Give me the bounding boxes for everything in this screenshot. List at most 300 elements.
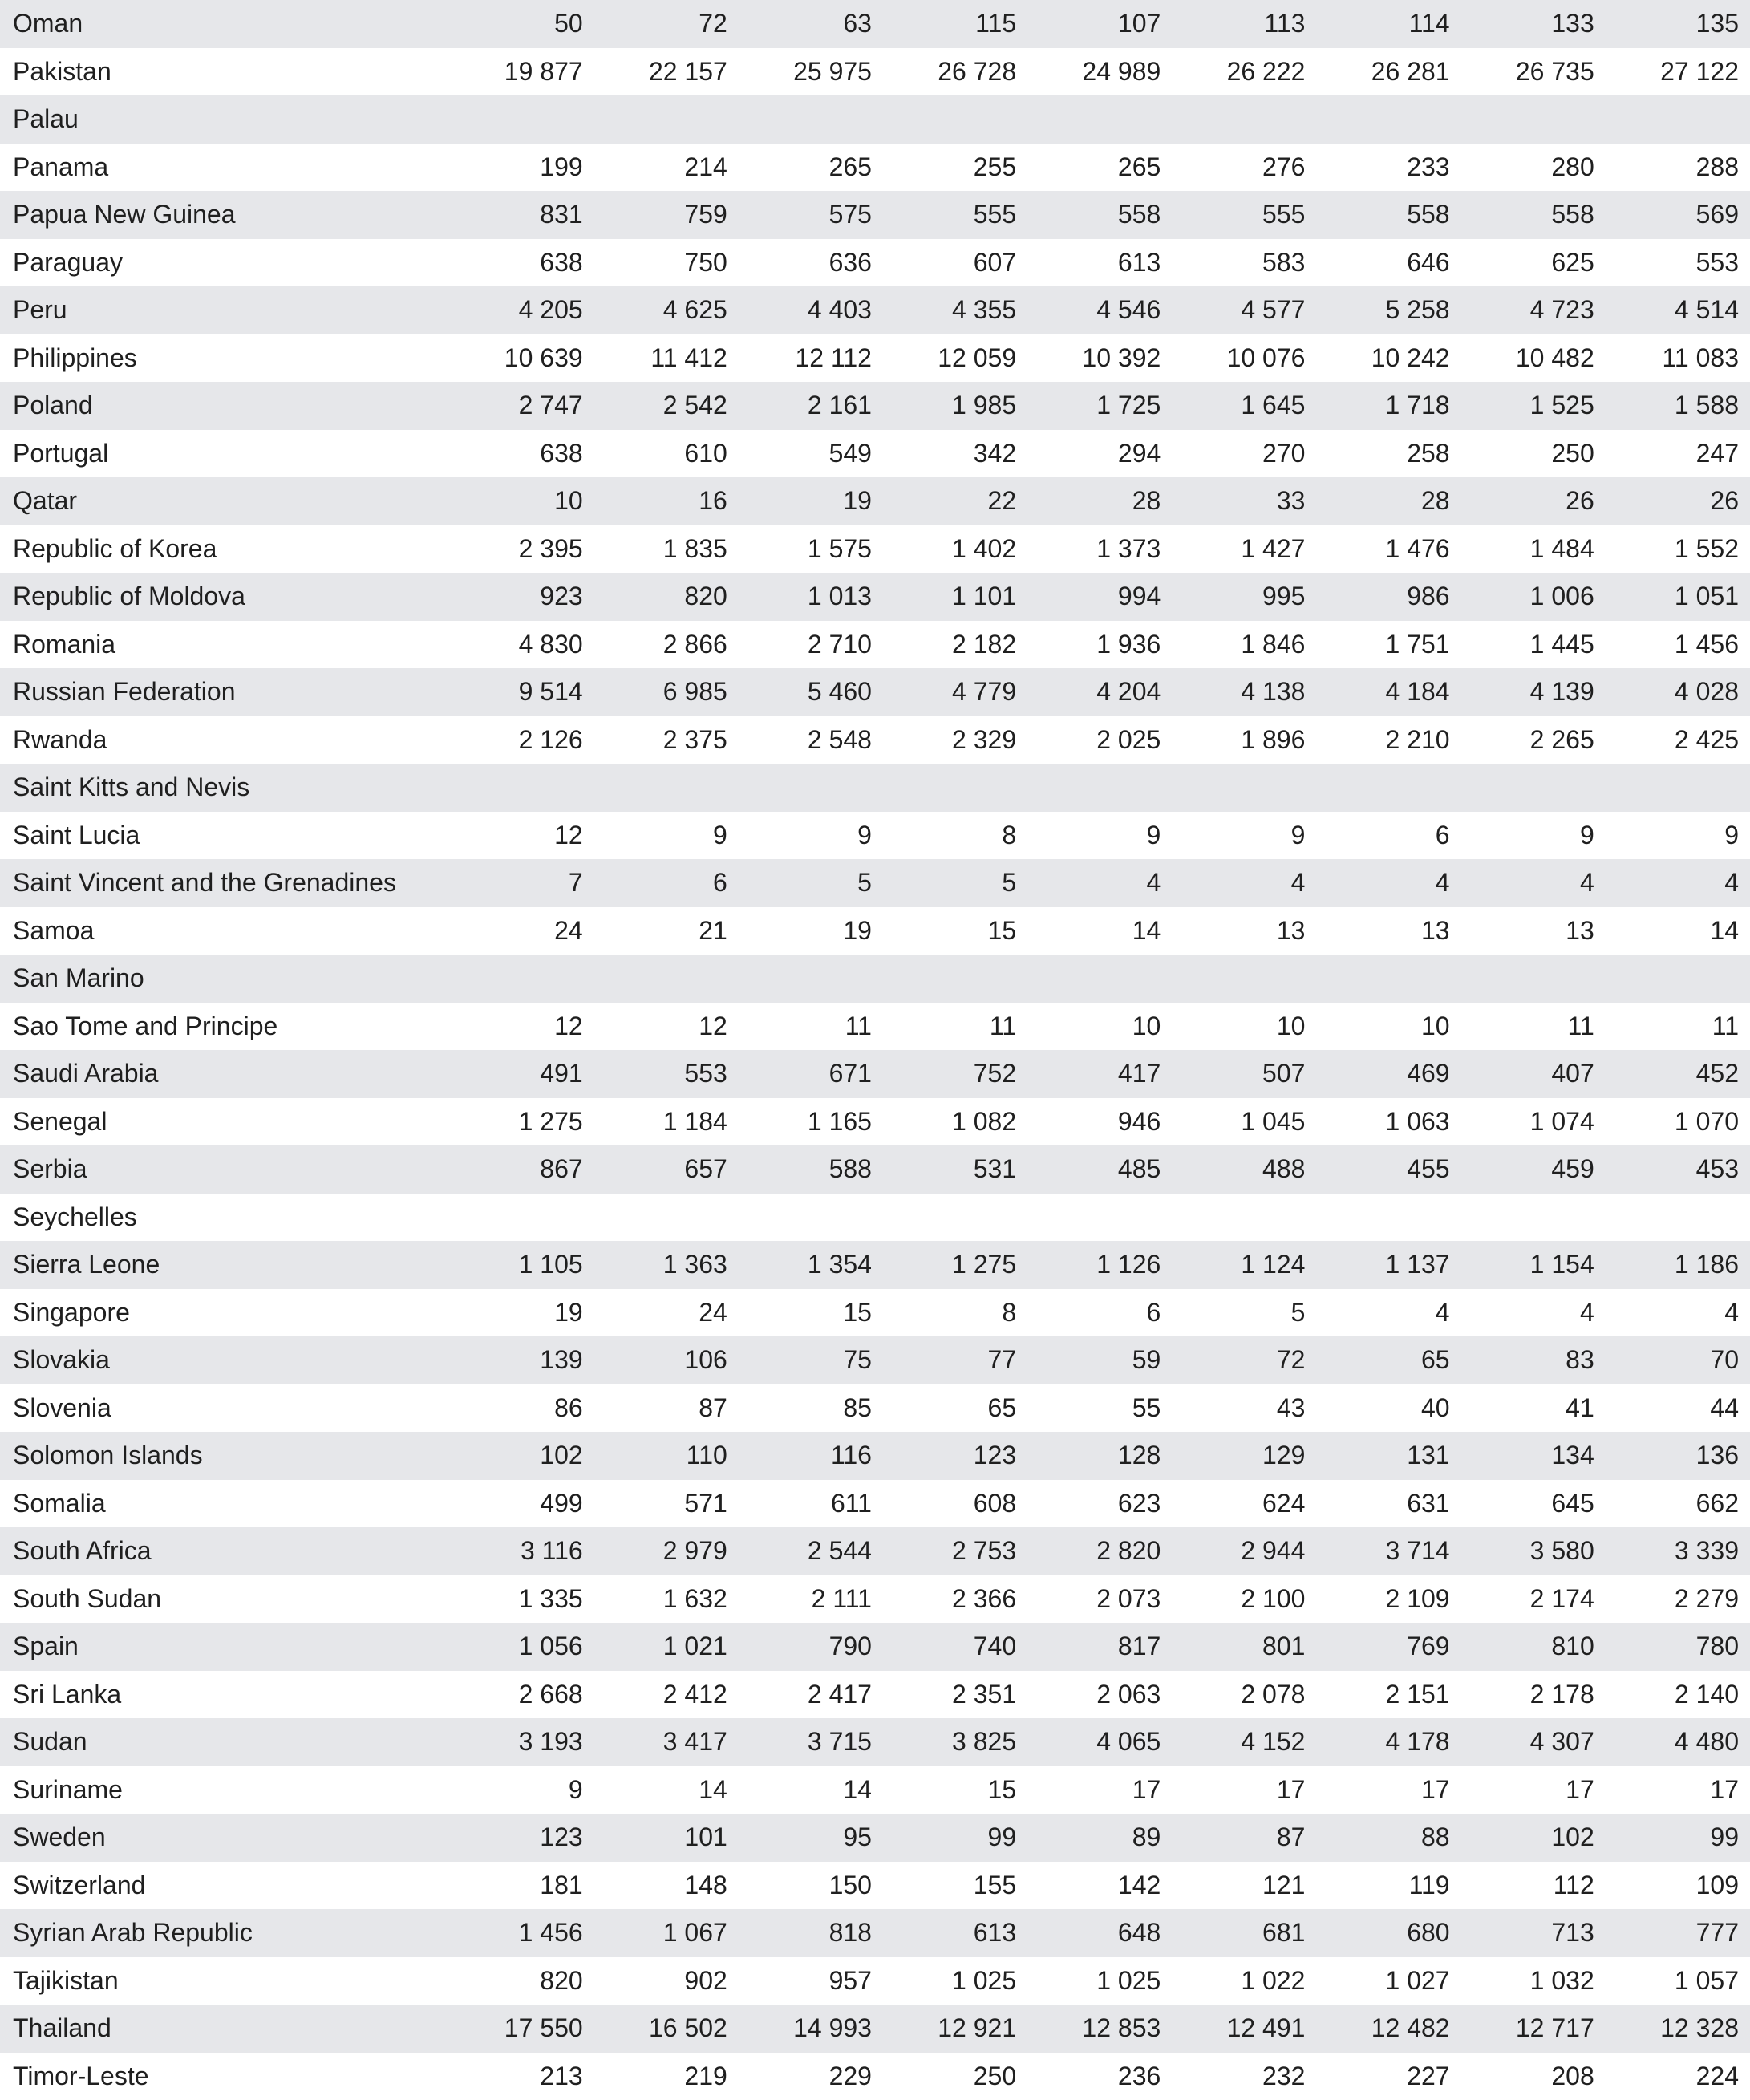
value-cell: 17 (1316, 1766, 1460, 1814)
country-name-cell: Philippines (0, 334, 450, 383)
table-row (0, 191, 1750, 239)
value-cell: 19 877 (450, 48, 594, 96)
value-cell: 265 (739, 144, 883, 192)
value-cell: 485 (1027, 1145, 1172, 1194)
country-name-cell: Saint Lucia (0, 812, 450, 860)
table-row (0, 1384, 1750, 1433)
country-name-cell: Sweden (0, 1814, 450, 1862)
country-name-cell: South Africa (0, 1527, 450, 1575)
value-cell: 1 456 (450, 1909, 594, 1957)
table-row (0, 1718, 1750, 1766)
value-cell: 11 (1606, 1003, 1750, 1051)
value-cell (1461, 95, 1606, 144)
value-cell: 1 070 (1606, 1098, 1750, 1146)
value-cell: 588 (739, 1145, 883, 1194)
table-row (0, 1623, 1750, 1671)
value-cell: 1 027 (1316, 1957, 1460, 2005)
value-cell: 1 137 (1316, 1241, 1460, 1289)
value-cell: 247 (1606, 430, 1750, 478)
table-row (0, 955, 1750, 1003)
value-cell (1316, 955, 1460, 1003)
value-cell: 452 (1606, 1050, 1750, 1098)
value-cell: 1 275 (883, 1241, 1027, 1289)
value-cell: 3 193 (450, 1718, 594, 1766)
value-cell: 14 (594, 1766, 739, 1814)
value-cell (739, 955, 883, 1003)
value-cell (1461, 955, 1606, 1003)
country-name-cell: Saint Kitts and Nevis (0, 764, 450, 812)
value-cell (1606, 95, 1750, 144)
country-name-cell: Suriname (0, 1766, 450, 1814)
value-cell: 1 067 (594, 1909, 739, 1957)
value-cell: 558 (1027, 191, 1172, 239)
value-cell: 1 456 (1606, 621, 1750, 669)
value-cell (1461, 764, 1606, 812)
country-name-cell: Timor-Leste (0, 2053, 450, 2100)
value-cell: 22 157 (594, 48, 739, 96)
value-cell: 16 502 (594, 2005, 739, 2053)
table-row (0, 334, 1750, 383)
value-cell: 2 753 (883, 1527, 1027, 1575)
value-cell: 181 (450, 1862, 594, 1910)
value-cell: 1 154 (1461, 1241, 1606, 1289)
value-cell: 657 (594, 1145, 739, 1194)
value-cell: 1 476 (1316, 525, 1460, 574)
value-cell: 750 (594, 239, 739, 287)
value-cell: 72 (594, 0, 739, 48)
value-cell (1027, 764, 1172, 812)
value-cell: 571 (594, 1480, 739, 1528)
value-cell: 9 (1461, 812, 1606, 860)
value-cell: 5 460 (739, 668, 883, 716)
value-cell: 9 (1172, 812, 1316, 860)
value-cell: 4 178 (1316, 1718, 1460, 1766)
value-cell: 2 417 (739, 1671, 883, 1719)
value-cell: 923 (450, 573, 594, 621)
value-cell: 19 (450, 1289, 594, 1337)
value-cell: 5 (739, 859, 883, 907)
value-cell (594, 955, 739, 1003)
value-cell: 780 (1606, 1623, 1750, 1671)
value-cell: 1 552 (1606, 525, 1750, 574)
country-name-cell: Sri Lanka (0, 1671, 450, 1719)
country-name-cell: Serbia (0, 1145, 450, 1194)
value-cell: 1 074 (1461, 1098, 1606, 1146)
value-cell: 131 (1316, 1432, 1460, 1480)
value-cell: 87 (1172, 1814, 1316, 1862)
value-cell (450, 95, 594, 144)
value-cell: 759 (594, 191, 739, 239)
value-cell: 13 (1316, 907, 1460, 955)
value-cell: 531 (883, 1145, 1027, 1194)
value-cell: 1 105 (450, 1241, 594, 1289)
country-name-cell: South Sudan (0, 1575, 450, 1624)
value-cell: 1 985 (883, 382, 1027, 430)
value-cell (1027, 95, 1172, 144)
value-cell: 2 425 (1606, 716, 1750, 764)
value-cell: 8 (883, 812, 1027, 860)
value-cell: 613 (883, 1909, 1027, 1957)
table-row (0, 1194, 1750, 1242)
value-cell: 4 403 (739, 286, 883, 334)
value-cell: 636 (739, 239, 883, 287)
value-cell: 407 (1461, 1050, 1606, 1098)
value-cell: 1 896 (1172, 716, 1316, 764)
value-cell: 17 (1027, 1766, 1172, 1814)
country-name-cell: Singapore (0, 1289, 450, 1337)
value-cell: 1 484 (1461, 525, 1606, 574)
value-cell: 1 063 (1316, 1098, 1460, 1146)
country-name-cell: Republic of Moldova (0, 573, 450, 621)
country-name-cell: Palau (0, 95, 450, 144)
value-cell: 70 (1606, 1336, 1750, 1384)
value-cell: 1 751 (1316, 621, 1460, 669)
value-cell: 1 025 (883, 1957, 1027, 2005)
value-cell: 459 (1461, 1145, 1606, 1194)
value-cell: 1 057 (1606, 1957, 1750, 2005)
value-cell: 4 307 (1461, 1718, 1606, 1766)
value-cell: 17 (1172, 1766, 1316, 1814)
table-row (0, 144, 1750, 192)
value-cell: 681 (1172, 1909, 1316, 1957)
value-cell: 199 (450, 144, 594, 192)
value-cell: 28 (1316, 477, 1460, 525)
value-cell: 902 (594, 1957, 739, 2005)
value-cell: 1 335 (450, 1575, 594, 1624)
value-cell: 1 275 (450, 1098, 594, 1146)
value-cell: 608 (883, 1480, 1027, 1528)
value-cell (883, 955, 1027, 1003)
value-cell: 867 (450, 1145, 594, 1194)
value-cell: 280 (1461, 144, 1606, 192)
value-cell: 1 032 (1461, 1957, 1606, 2005)
value-cell: 12 921 (883, 2005, 1027, 2053)
value-cell: 63 (739, 0, 883, 48)
value-cell: 491 (450, 1050, 594, 1098)
value-cell: 44 (1606, 1384, 1750, 1433)
value-cell: 611 (739, 1480, 883, 1528)
table-row (0, 0, 1750, 48)
value-cell: 133 (1461, 0, 1606, 48)
value-cell: 4 625 (594, 286, 739, 334)
value-cell: 250 (1461, 430, 1606, 478)
value-cell: 613 (1027, 239, 1172, 287)
value-cell: 1 354 (739, 1241, 883, 1289)
value-cell: 625 (1461, 239, 1606, 287)
value-cell (450, 1194, 594, 1242)
value-cell: 10 392 (1027, 334, 1172, 383)
country-name-cell: Peru (0, 286, 450, 334)
country-name-cell: Seychelles (0, 1194, 450, 1242)
value-cell: 24 989 (1027, 48, 1172, 96)
value-cell: 6 (1316, 812, 1460, 860)
value-cell: 86 (450, 1384, 594, 1433)
value-cell: 15 (883, 1766, 1027, 1814)
value-cell: 2 210 (1316, 716, 1460, 764)
table-row (0, 812, 1750, 860)
country-name-cell: Saint Vincent and the Grenadines (0, 859, 450, 907)
value-cell: 2 178 (1461, 1671, 1606, 1719)
value-cell: 106 (594, 1336, 739, 1384)
value-cell: 1 165 (739, 1098, 883, 1146)
value-cell: 1 445 (1461, 621, 1606, 669)
value-cell (1027, 955, 1172, 1003)
country-name-cell: Syrian Arab Republic (0, 1909, 450, 1957)
value-cell: 1 718 (1316, 382, 1460, 430)
table-row (0, 1814, 1750, 1862)
value-cell: 134 (1461, 1432, 1606, 1480)
value-cell: 624 (1172, 1480, 1316, 1528)
value-cell: 101 (594, 1814, 739, 1862)
value-cell: 638 (450, 430, 594, 478)
table-row (0, 1003, 1750, 1051)
table-row (0, 1098, 1750, 1146)
value-cell: 28 (1027, 477, 1172, 525)
value-cell: 27 122 (1606, 48, 1750, 96)
value-cell (1606, 1194, 1750, 1242)
country-name-cell: Romania (0, 621, 450, 669)
value-cell: 569 (1606, 191, 1750, 239)
value-cell: 453 (1606, 1145, 1750, 1194)
value-cell: 4 (1027, 859, 1172, 907)
value-cell: 2 279 (1606, 1575, 1750, 1624)
value-cell: 12 (450, 1003, 594, 1051)
value-cell: 16 (594, 477, 739, 525)
value-cell: 2 412 (594, 1671, 739, 1719)
value-cell: 109 (1606, 1862, 1750, 1910)
value-cell: 1 846 (1172, 621, 1316, 669)
value-cell (883, 764, 1027, 812)
country-name-cell: Saudi Arabia (0, 1050, 450, 1098)
value-cell: 946 (1027, 1098, 1172, 1146)
table-row (0, 1050, 1750, 1098)
value-cell: 148 (594, 1862, 739, 1910)
value-cell: 2 366 (883, 1575, 1027, 1624)
table-row (0, 1480, 1750, 1528)
value-cell: 4 152 (1172, 1718, 1316, 1766)
value-cell: 2 140 (1606, 1671, 1750, 1719)
table-row (0, 1909, 1750, 1957)
value-cell: 1 056 (450, 1623, 594, 1671)
value-cell: 26 222 (1172, 48, 1316, 96)
value-cell (1316, 95, 1460, 144)
value-cell: 9 (1027, 812, 1172, 860)
value-cell: 2 073 (1027, 1575, 1172, 1624)
value-cell: 87 (594, 1384, 739, 1433)
value-cell: 4 514 (1606, 286, 1750, 334)
value-cell: 43 (1172, 1384, 1316, 1433)
value-cell: 3 825 (883, 1718, 1027, 1766)
value-cell: 24 (594, 1289, 739, 1337)
value-cell: 236 (1027, 2053, 1172, 2100)
value-cell: 11 (1461, 1003, 1606, 1051)
country-name-cell: Slovenia (0, 1384, 450, 1433)
country-name-cell: Thailand (0, 2005, 450, 2053)
value-cell: 558 (1461, 191, 1606, 239)
value-cell: 2 063 (1027, 1671, 1172, 1719)
value-cell: 820 (594, 573, 739, 621)
value-cell: 10 639 (450, 334, 594, 383)
value-cell: 19 (739, 907, 883, 955)
value-cell: 2 025 (1027, 716, 1172, 764)
country-name-cell: Solomon Islands (0, 1432, 450, 1480)
value-cell: 2 161 (739, 382, 883, 430)
value-cell: 10 (450, 477, 594, 525)
value-cell: 17 (1606, 1766, 1750, 1814)
value-cell: 9 (450, 1766, 594, 1814)
table-row (0, 2005, 1750, 2053)
value-cell: 14 (1606, 907, 1750, 955)
value-cell: 995 (1172, 573, 1316, 621)
country-name-cell: Samoa (0, 907, 450, 955)
value-cell: 9 (739, 812, 883, 860)
value-cell: 50 (450, 0, 594, 48)
value-cell: 4 184 (1316, 668, 1460, 716)
country-name-cell: Rwanda (0, 716, 450, 764)
value-cell: 10 076 (1172, 334, 1316, 383)
value-cell: 15 (883, 907, 1027, 955)
value-cell: 1 645 (1172, 382, 1316, 430)
value-cell: 26 (1461, 477, 1606, 525)
value-cell: 213 (450, 2053, 594, 2100)
value-cell: 553 (1606, 239, 1750, 287)
table-row (0, 764, 1750, 812)
value-cell: 270 (1172, 430, 1316, 478)
value-cell: 11 083 (1606, 334, 1750, 383)
value-cell: 25 975 (739, 48, 883, 96)
value-cell: 645 (1461, 1480, 1606, 1528)
value-cell: 1 936 (1027, 621, 1172, 669)
value-cell: 2 820 (1027, 1527, 1172, 1575)
value-cell: 65 (883, 1384, 1027, 1433)
value-cell (739, 95, 883, 144)
table-row (0, 1671, 1750, 1719)
value-cell: 1 124 (1172, 1241, 1316, 1289)
value-cell: 1 126 (1027, 1241, 1172, 1289)
value-cell: 1 045 (1172, 1098, 1316, 1146)
value-cell: 4 (1461, 1289, 1606, 1337)
value-cell (739, 764, 883, 812)
value-cell: 288 (1606, 144, 1750, 192)
country-name-cell: Spain (0, 1623, 450, 1671)
value-cell: 110 (594, 1432, 739, 1480)
value-cell: 1 632 (594, 1575, 739, 1624)
value-cell: 7 (450, 859, 594, 907)
value-cell (594, 95, 739, 144)
value-cell: 662 (1606, 1480, 1750, 1528)
value-cell: 2 866 (594, 621, 739, 669)
value-cell: 342 (883, 430, 1027, 478)
value-cell: 24 (450, 907, 594, 955)
value-cell: 2 126 (450, 716, 594, 764)
value-cell: 10 (1027, 1003, 1172, 1051)
value-cell: 219 (594, 2053, 739, 2100)
value-cell: 40 (1316, 1384, 1460, 1433)
value-cell: 13 (1172, 907, 1316, 955)
value-cell: 11 (883, 1003, 1027, 1051)
value-cell: 623 (1027, 1480, 1172, 1528)
value-cell: 631 (1316, 1480, 1460, 1528)
value-cell: 77 (883, 1336, 1027, 1384)
table-row (0, 477, 1750, 525)
value-cell (1461, 1194, 1606, 1242)
value-cell: 233 (1316, 144, 1460, 192)
table-row (0, 859, 1750, 907)
value-cell: 99 (883, 1814, 1027, 1862)
value-cell: 8 (883, 1289, 1027, 1337)
value-cell: 1 725 (1027, 382, 1172, 430)
value-cell: 777 (1606, 1909, 1750, 1957)
value-cell: 507 (1172, 1050, 1316, 1098)
value-cell: 12 (450, 812, 594, 860)
value-cell: 4 779 (883, 668, 1027, 716)
value-cell: 555 (883, 191, 1027, 239)
value-cell: 2 078 (1172, 1671, 1316, 1719)
value-cell: 55 (1027, 1384, 1172, 1433)
value-cell: 214 (594, 144, 739, 192)
value-cell (1172, 1194, 1316, 1242)
value-cell: 488 (1172, 1145, 1316, 1194)
country-name-cell: Slovakia (0, 1336, 450, 1384)
value-cell: 1 082 (883, 1098, 1027, 1146)
value-cell: 107 (1027, 0, 1172, 48)
value-cell: 1 363 (594, 1241, 739, 1289)
value-cell (1606, 955, 1750, 1003)
value-cell: 555 (1172, 191, 1316, 239)
table-row (0, 1145, 1750, 1194)
value-cell (594, 1194, 739, 1242)
value-cell: 22 (883, 477, 1027, 525)
value-cell: 294 (1027, 430, 1172, 478)
value-cell: 85 (739, 1384, 883, 1433)
value-cell: 1 575 (739, 525, 883, 574)
country-name-cell: Oman (0, 0, 450, 48)
value-cell: 33 (1172, 477, 1316, 525)
table-row (0, 1766, 1750, 1814)
value-cell: 740 (883, 1623, 1027, 1671)
value-cell: 14 (739, 1766, 883, 1814)
value-cell: 817 (1027, 1623, 1172, 1671)
value-cell: 10 482 (1461, 334, 1606, 383)
value-cell (450, 955, 594, 1003)
table-row (0, 1957, 1750, 2005)
value-cell: 1 013 (739, 573, 883, 621)
value-cell (883, 1194, 1027, 1242)
value-cell: 14 993 (739, 2005, 883, 2053)
value-cell: 21 (594, 907, 739, 955)
country-name-cell: Switzerland (0, 1862, 450, 1910)
value-cell: 957 (739, 1957, 883, 2005)
value-cell: 14 (1027, 907, 1172, 955)
value-cell: 10 (1172, 1003, 1316, 1051)
value-cell: 3 417 (594, 1718, 739, 1766)
value-cell: 2 182 (883, 621, 1027, 669)
table-row (0, 1862, 1750, 1910)
value-cell (883, 95, 1027, 144)
value-cell: 831 (450, 191, 594, 239)
value-cell: 4 028 (1606, 668, 1750, 716)
value-cell: 810 (1461, 1623, 1606, 1671)
value-cell: 4 139 (1461, 668, 1606, 716)
table-row (0, 430, 1750, 478)
country-name-cell: Panama (0, 144, 450, 192)
value-cell: 752 (883, 1050, 1027, 1098)
value-cell: 6 985 (594, 668, 739, 716)
table-row (0, 668, 1750, 716)
value-cell: 128 (1027, 1432, 1172, 1480)
value-cell: 1 025 (1027, 1957, 1172, 2005)
table-row (0, 525, 1750, 574)
